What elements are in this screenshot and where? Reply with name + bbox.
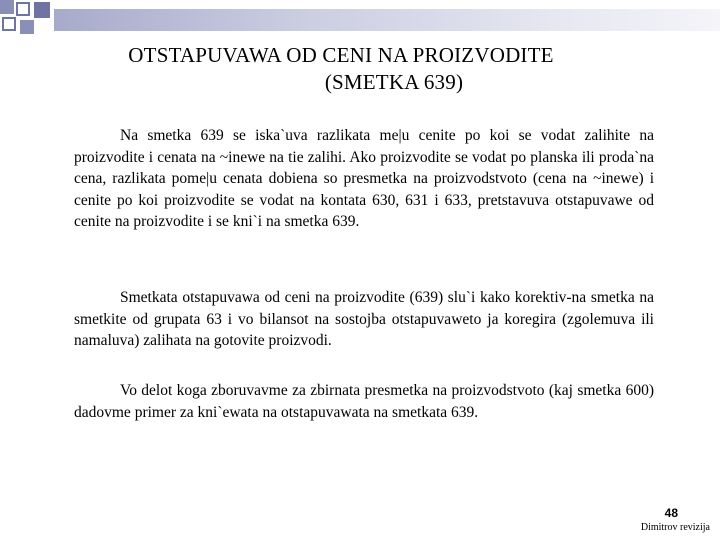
header-gradient-band bbox=[54, 9, 720, 31]
paragraph-1: Na smetka 639 se iska`uva razlikata me|u cenite po koi se vodat zalihite na proizvodite i cenata na ~inewe na tie zalihi. Ako proizvodite se vodat po planska ili proda`na cena, razlikata pome|u cenata dobiena so presmetka na proizvodstvoto (cena na ~inewe) i cenite po koi proizvodite se vodat na kontata 630, 631 i 633, pretstavuva otstapuvawe od cenite na proizvodite i se kni`i na smetka 639. bbox=[74, 127, 654, 230]
paragraph-2: Smetkata otstapuvawa od ceni na proizvodite (639) slu`i kako korektiv-na smetka na smetkite od grupata 63 i vo bilansot na sostojba otstapuvaweto ja koregira (zgolemuva ili namaluva) zalihata na gotovite proizvodi. bbox=[74, 289, 654, 349]
title-line-1: OTSTAPUVAWA OD CENI NA PROIZVODITE bbox=[128, 43, 554, 67]
header-decoration bbox=[0, 0, 720, 42]
deco-square-outline bbox=[2, 17, 16, 31]
deco-square-filled bbox=[20, 20, 34, 34]
page-number: 48 bbox=[664, 506, 678, 520]
title-line-2: (SMETKA 639) bbox=[324, 70, 464, 94]
deco-square-filled bbox=[34, 2, 50, 18]
paragraph-3: Vo delot koga zboruvavme za zbirnata presmetka na proizvodstvoto (kaj smetka 600) dadovme primer za kni`ewata na otstapuvawata na smetkata 639. bbox=[74, 382, 654, 421]
deco-square-filled bbox=[0, 0, 14, 14]
slide-title bbox=[60, 42, 660, 96]
footer-text: Dimitrov revizija bbox=[640, 522, 710, 533]
deco-square-outline bbox=[16, 2, 30, 16]
